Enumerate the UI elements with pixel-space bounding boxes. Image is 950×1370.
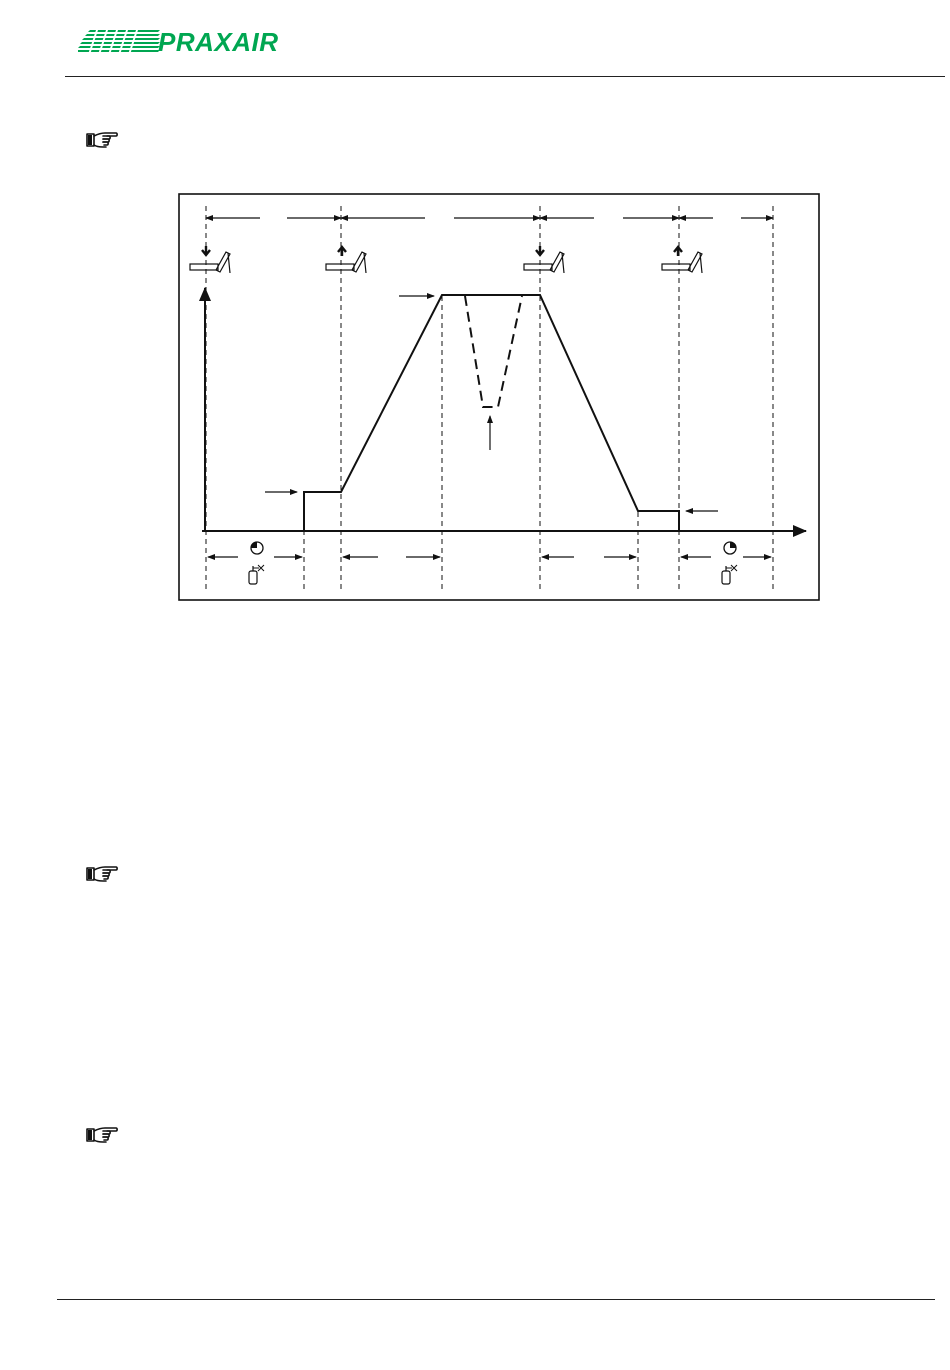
timer-icon: [724, 542, 736, 554]
gas-cylinder-icon: [722, 565, 737, 584]
praxair-stripes-logo-icon: [78, 30, 160, 54]
gas-cylinder-icon: [249, 565, 264, 584]
pointing-hand-icon: [85, 1125, 119, 1145]
praxair-logo: [78, 26, 308, 60]
torch-trigger-press-icon: [524, 246, 564, 273]
welding-cycle-diagram: [178, 193, 820, 601]
base-current-dip: [465, 296, 522, 407]
torch-trigger-release-icon: [326, 247, 366, 273]
header-divider: [65, 76, 945, 77]
footer-divider: [57, 1299, 935, 1300]
torch-trigger-press-icon: [190, 246, 230, 273]
brand-name: PRAXAIR: [158, 27, 279, 57]
current-curve: [304, 295, 679, 531]
diagram-frame: [179, 194, 819, 600]
pointing-hand-icon: [85, 130, 119, 150]
torch-trigger-release-icon: [662, 247, 702, 273]
pointing-hand-icon: [85, 864, 119, 884]
level-pointer-arrows: [265, 296, 718, 511]
timer-icon: [251, 542, 263, 554]
